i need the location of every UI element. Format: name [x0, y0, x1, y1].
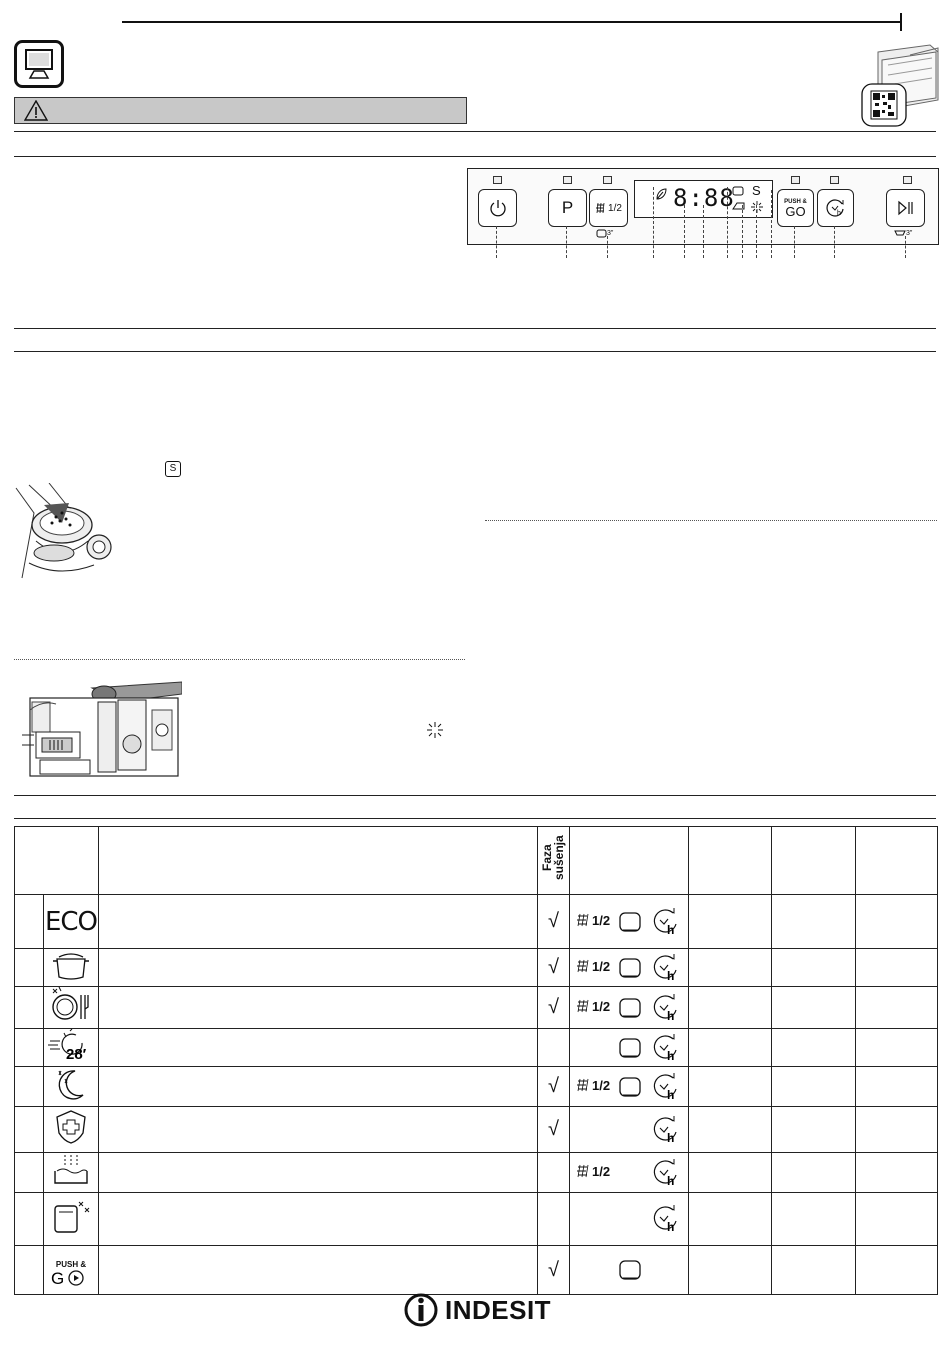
row-number-cell	[15, 1246, 44, 1295]
row-cell-col7	[772, 1029, 856, 1067]
pointer-line-10	[771, 190, 772, 258]
tablet-option-icon	[618, 911, 642, 933]
table-row	[15, 987, 938, 1029]
row-icon-cell	[44, 895, 99, 949]
half-load-option	[575, 913, 610, 928]
row-cell-col7	[772, 1107, 856, 1153]
row-drying-cell	[538, 1107, 570, 1153]
half-load-option-label: 1/2	[592, 1163, 611, 1179]
row-description-cell	[99, 1107, 538, 1153]
svg-text:h: h	[667, 922, 675, 937]
row-cell-col8	[856, 1029, 938, 1067]
start-hold-hint: 3"	[894, 229, 912, 237]
program-button-label: P	[561, 198, 574, 217]
warning-triangle-icon	[24, 100, 48, 121]
row-drying-cell	[538, 949, 570, 987]
warning-bar	[14, 97, 467, 124]
row-number-cell	[15, 1153, 44, 1193]
header-cell-col6	[689, 827, 772, 895]
svg-text:h: h	[667, 1008, 675, 1023]
salt-symbol: S	[165, 461, 181, 477]
pot-icon	[51, 949, 91, 981]
brand-symbol-icon	[403, 1292, 439, 1328]
soak-icon	[51, 1153, 91, 1187]
tablet-indicator-icon	[732, 186, 744, 196]
svg-text:h: h	[667, 1048, 675, 1063]
row-cell-col7	[772, 1193, 856, 1246]
plate-cutlery-icon	[49, 987, 93, 1023]
pointer-line-5	[684, 205, 685, 258]
row-options-cell	[570, 1029, 689, 1067]
half-load-option	[575, 959, 610, 974]
rinse-aid-illustration	[22, 680, 182, 780]
row-description-cell	[99, 1153, 538, 1193]
drying-header-label: Faza sušenja	[539, 835, 566, 881]
row-number-cell	[15, 1193, 44, 1246]
row-cell-col6	[689, 1029, 772, 1067]
rinse-aid-indicator-icon	[732, 201, 746, 211]
brand-logo	[403, 1292, 551, 1328]
row-cell-col7	[772, 987, 856, 1029]
table-row	[15, 949, 938, 987]
pointer-line-13	[905, 236, 906, 258]
programme-table	[14, 826, 938, 1295]
rinse-aid-icon	[427, 722, 443, 738]
row-drying-cell	[538, 987, 570, 1029]
eco-program-icon: ECO	[44, 906, 98, 937]
half-load-option-label: 1/2	[592, 1077, 611, 1093]
table-header-row	[15, 827, 938, 895]
table-row	[15, 1153, 938, 1193]
leaf-icon	[655, 187, 667, 201]
pointer-line-1	[496, 226, 497, 258]
drying-check: √	[548, 1258, 559, 1281]
row-number-cell	[15, 1029, 44, 1067]
led-power	[493, 176, 502, 184]
drying-check: √	[548, 910, 559, 932]
row-cell-col7	[772, 1153, 856, 1193]
row-number-cell	[15, 895, 44, 949]
section-rule-3a	[14, 795, 936, 796]
brand-name: INDESIT	[445, 1294, 552, 1325]
table-row	[15, 1107, 938, 1153]
row-drying-cell	[538, 1193, 570, 1246]
row-cell-col6	[689, 1153, 772, 1193]
pointer-line-12	[834, 226, 835, 258]
row-description-cell	[99, 1029, 538, 1067]
row-options-cell	[570, 1107, 689, 1153]
row-icon-cell	[44, 987, 99, 1029]
tablet-option-icon	[618, 1076, 642, 1098]
display-digits: 8:88	[673, 184, 735, 212]
power-icon	[488, 198, 508, 218]
play-pause-icon	[897, 200, 915, 216]
row-cell-col8	[856, 1153, 938, 1193]
header-cell-drying	[538, 827, 570, 895]
row-cell-col8	[856, 1193, 938, 1246]
tablet-option-icon	[618, 997, 642, 1019]
row-icon-cell	[44, 1029, 99, 1067]
half-load-option-label: 1/2	[592, 958, 611, 974]
row-icon-cell	[44, 1107, 99, 1153]
led-start	[903, 176, 912, 184]
row-number-cell	[15, 1067, 44, 1107]
half-load-option-label: 1/2	[592, 998, 611, 1014]
row-cell-col6	[689, 1107, 772, 1153]
power-button[interactable]	[478, 189, 517, 227]
row-cell-col6	[689, 1193, 772, 1246]
push-go-program-top: PUSH &	[55, 1259, 87, 1269]
pointer-line-4	[653, 187, 654, 258]
delay-option-icon	[652, 1073, 680, 1103]
table-row	[15, 1067, 938, 1107]
row-options-cell	[570, 1067, 689, 1107]
delay-option-icon	[652, 1159, 680, 1189]
pointer-line-2	[566, 226, 567, 258]
tablet-option-icon	[618, 1259, 642, 1281]
row-options-cell	[570, 1246, 689, 1295]
half-load-button[interactable]	[589, 189, 628, 227]
row-icon-cell	[44, 1153, 99, 1193]
svg-text:h: h	[667, 1087, 675, 1102]
row-cell-col7	[772, 895, 856, 949]
quick-28-icon	[46, 1029, 96, 1061]
row-icon-cell	[44, 1193, 99, 1246]
row-options-cell	[570, 1193, 689, 1246]
led-half-load	[603, 176, 612, 184]
table-row	[15, 1246, 938, 1295]
half-load-label: 1/2	[608, 202, 622, 214]
delay-option-icon	[652, 1116, 680, 1146]
table-row	[15, 1029, 938, 1067]
row-cell-col8	[856, 895, 938, 949]
led-push-go	[791, 176, 800, 184]
pointer-line-9	[756, 205, 757, 258]
row-cell-col6	[689, 949, 772, 987]
drying-check: √	[548, 1075, 559, 1097]
row-cell-col6	[689, 1067, 772, 1107]
svg-text:h: h	[667, 1220, 675, 1234]
row-icon-cell	[44, 1067, 99, 1107]
svg-text:28′: 28′	[66, 1046, 87, 1061]
salt-refill-illustration	[14, 483, 114, 583]
start-pause-button[interactable]	[886, 189, 925, 227]
self-clean-icon	[51, 1200, 91, 1234]
dotted-separator-right	[485, 520, 937, 521]
svg-text:h: h	[667, 1130, 675, 1145]
row-cell-col7	[772, 1067, 856, 1107]
half-load-option	[575, 999, 610, 1014]
row-number-cell	[15, 949, 44, 987]
row-description-cell	[99, 1193, 538, 1246]
row-description-cell	[99, 1067, 538, 1107]
pointer-line-6	[703, 205, 704, 258]
top-rule-tick	[900, 13, 902, 31]
monitor-icon	[14, 40, 64, 88]
row-options-cell	[570, 1153, 689, 1193]
tablet-icon	[596, 229, 607, 238]
half-load-option-label: 1/2	[592, 912, 611, 928]
pointer-line-7	[727, 187, 728, 258]
delay-option-icon	[652, 994, 680, 1024]
drying-check: √	[548, 956, 559, 978]
row-description-cell	[99, 1246, 538, 1295]
row-cell-col7	[772, 1246, 856, 1295]
row-drying-cell	[538, 1246, 570, 1295]
section-rule-2b	[14, 351, 936, 352]
row-cell-col6	[689, 987, 772, 1029]
row-options-cell	[570, 987, 689, 1029]
delay-option-icon	[652, 908, 680, 938]
row-cell-col7	[772, 949, 856, 987]
dotted-separator-left	[14, 659, 465, 660]
pointer-line-3	[607, 236, 608, 258]
program-button[interactable]	[548, 189, 587, 227]
svg-text:h: h	[836, 210, 841, 217]
row-description-cell	[99, 949, 538, 987]
header-cell-description	[99, 827, 538, 895]
section-rule-1b	[14, 156, 936, 157]
push-go-program-icon	[51, 1261, 91, 1287]
tablet-option-icon	[618, 957, 642, 979]
row-drying-cell	[538, 895, 570, 949]
header-cell-col7	[772, 827, 856, 895]
section-rule-2a	[14, 328, 936, 329]
half-load-icon	[595, 202, 607, 214]
header-cell-programme	[15, 827, 99, 895]
row-cell-col8	[856, 1246, 938, 1295]
half-load-option	[575, 1164, 610, 1179]
row-cell-col8	[856, 949, 938, 987]
delay-clock-icon	[826, 198, 846, 218]
led-delay	[830, 176, 839, 184]
delay-option-icon	[652, 954, 680, 984]
salt-indicator: S	[752, 183, 761, 198]
tablet-option-icon	[618, 1037, 642, 1059]
row-cell-col8	[856, 1067, 938, 1107]
row-drying-cell	[538, 1067, 570, 1107]
push-go-bottom-label: GO	[785, 203, 806, 219]
row-icon-cell	[44, 949, 99, 987]
pointer-line-8	[742, 205, 743, 258]
row-description-cell	[99, 987, 538, 1029]
row-options-cell	[570, 895, 689, 949]
top-rule	[122, 21, 902, 23]
svg-text:h: h	[667, 1173, 675, 1188]
header-cell-col8	[856, 827, 938, 895]
row-number-cell	[15, 1107, 44, 1153]
table-row	[15, 1193, 938, 1246]
led-program	[563, 176, 572, 184]
row-cell-col6	[689, 1246, 772, 1295]
hygiene-shield-icon	[54, 1109, 88, 1145]
header-cell-options	[570, 827, 689, 895]
row-drying-cell	[538, 1153, 570, 1193]
row-cell-col8	[856, 1107, 938, 1153]
delay-option-icon	[652, 1034, 680, 1064]
drying-check: √	[548, 1118, 559, 1140]
sparkle-indicator-icon	[751, 201, 763, 213]
row-drying-cell	[538, 1029, 570, 1067]
drying-check: √	[548, 996, 559, 1018]
delay-button[interactable]	[817, 189, 854, 227]
svg-text:h: h	[667, 968, 675, 983]
tablet-hold-hint: 3"	[596, 229, 613, 238]
push-go-button[interactable]	[777, 189, 814, 227]
row-options-cell	[570, 949, 689, 987]
row-icon-cell	[44, 1246, 99, 1295]
row-description-cell	[99, 895, 538, 949]
section-rule-3b	[14, 818, 936, 819]
table-row	[15, 895, 938, 949]
delay-option-icon	[652, 1205, 680, 1235]
section-rule-1a	[14, 131, 936, 132]
night-moon-icon	[51, 1067, 91, 1101]
half-load-option	[575, 1078, 610, 1093]
row-number-cell	[15, 987, 44, 1029]
pointer-line-11	[794, 226, 795, 258]
row-cell-col8	[856, 987, 938, 1029]
row-cell-col6	[689, 895, 772, 949]
push-go-top-label: PUSH &	[784, 198, 807, 205]
qr-code-icon	[861, 83, 907, 127]
svg-text:G: G	[51, 1268, 65, 1287]
